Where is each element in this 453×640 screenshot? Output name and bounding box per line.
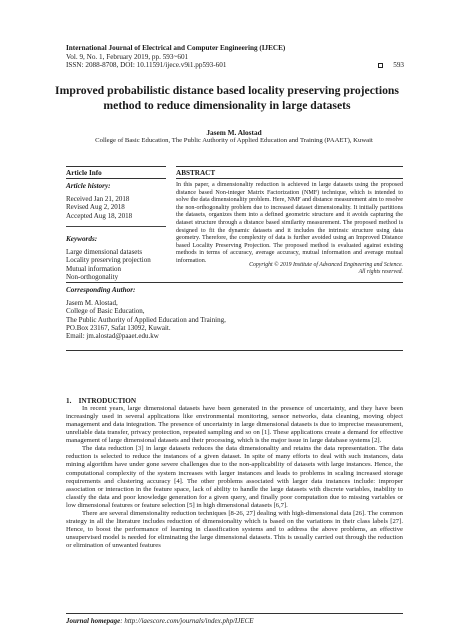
paper-title: Improved probabilistic distance based locality preserving projections method to reduce dimensionality in large datasets: [55, 84, 399, 112]
corresponding-label: Corresponding Author:: [66, 286, 136, 294]
journal-name: International Journal of Electrical and Computer Engineering (IJECE): [66, 44, 286, 52]
journal-header: [66, 44, 402, 70]
rule-under-history: [66, 226, 166, 227]
abstract-heading: ABSTRACT: [176, 169, 216, 177]
intro-paragraph: In recent years, large dimensional datasets have been generated in the presence of uncertainty, and they have been increasingly used in several applications like environmental monitoring, sensor networks, data cleaning, moving object management and data integration. The presence of uncertainty in large dimensional datasets is due to imprecise measurement, unreliable data transfer, privacy protection, repeated sampling and so on [1]. These applications create a demand for effective management of large dimensional datasets and their processing, which is the major issue in large database systems [2].: [66, 405, 403, 445]
rule-top-right: [176, 166, 403, 167]
keyword-item: Large dimensional datasets: [66, 248, 143, 256]
footer: [66, 617, 254, 625]
copyright-line-1: Copyright © 2019 Institute of Advanced Engineering and Science.: [249, 262, 403, 268]
corresponding-authority: The Public Authority of Applied Education and Training,: [66, 315, 226, 324]
corresponding-details: [66, 299, 366, 340]
author-name: Jasem M. Alostad: [206, 128, 262, 137]
intro-paragraph: The data reduction [3] in large datasets reduces the data dimensionality and retains the data representation. The data reduction is selected to reduce the instances of a given dataset. In spite of many efforts to deal with such instances, data mining algorithm have under gone severe challenges due to the non-applicability of datasets with large instances. Hence, the computational complexity of the system increases with larger instances and leads to problems in scaling increased storage requirements and clustering accuracy [4]. The other problems associated with larger data instances include: improper association or interaction in the feature space, lack of ability to handle the large datasets with discrete variables, inability to classify the data and poor knowledge generation for a given query, and finally poor computation due to missing variables or low dimensional features or feature selection [5] in high dimensional datasets [6,7].: [66, 445, 403, 509]
section-heading-introduction: 1. INTRODUCTION: [66, 397, 137, 405]
journal-volume: Vol. 9, No. 1, February 2019, pp. 593~601: [66, 52, 189, 61]
corresponding-college: College of Basic Education,: [66, 307, 145, 316]
journal-issn-row: [66, 61, 402, 70]
corresponding-address: PO.Box 23167, Safat 13092, Kuwait.: [66, 323, 171, 332]
rule-top-left: [66, 166, 166, 167]
keywords-list: [66, 248, 176, 281]
keyword-item: Locality preserving projection: [66, 256, 151, 265]
corresponding-name: Jasem M. Alostad,: [66, 299, 118, 307]
keywords-label: Keywords:: [66, 235, 98, 243]
rule-under-corresponding: [66, 350, 403, 351]
rule-under-abstract: [176, 178, 403, 179]
square-icon: [378, 63, 383, 68]
article-info-heading: Article Info: [66, 169, 102, 177]
abstract-text: In this paper, a dimensionality reduction is achieved in large datasets using the proposed distance based Non-integer Matrix Factorization (NMF) technique, which is intended to solve the data dimensionality problem. Here, NMF and distance measurement aim to resolve the non-orthogonality problem due to increased dataset dimensionality. It initially partitions the datasets, organizes them into a defined geometric structure and it avoids capturing the dataset structure through a distance based similarity measurement. The proposed method is designed to fit the dynamic datasets and it includes the intrinsic structure using data geometry. Therefore, the complexity of data is further avoided using an Improved Distance based Locality Preserving Projection. The proposed method is evaluated against existing methods in terms of accuracy, average accuracy, mutual information and average mutual information.: [176, 182, 403, 264]
copyright-line-2: All rights reserved.: [358, 269, 403, 276]
history-received: Received Jan 21, 2018: [66, 195, 130, 203]
page-number-block: [378, 61, 404, 70]
rule-under-abstract-block: [66, 282, 403, 283]
introduction-body: [66, 405, 403, 550]
history-label: Article history:: [66, 182, 111, 190]
copyright: [176, 262, 403, 276]
history-list: [66, 195, 171, 220]
corresponding-email: Email: jm.alostad@paaet.edu.kw: [66, 332, 159, 341]
footer-label: Journal homepage: [66, 617, 121, 625]
page-number: 593: [393, 61, 404, 70]
rule-under-article-info: [66, 178, 166, 179]
journal-homepage-link[interactable]: : http://iaescore.com/journals/index.php/IJECE: [120, 617, 254, 625]
rule-above-footer: [66, 613, 403, 614]
history-revised: Revised Aug 2, 2018: [66, 203, 125, 212]
history-accepted: Accepted Aug 18, 2018: [66, 211, 133, 220]
keyword-item: Mutual information: [66, 264, 122, 273]
keyword-item: Non-orthogonality: [66, 272, 119, 281]
author-affiliation: College of Basic Education, The Public Authority of Applied Education and Training (PAAET), Kuwait: [95, 137, 373, 144]
journal-issn: ISSN: 2088-8708, DOI: 10.11591/ijece.v9i1.pp593-601: [66, 61, 227, 70]
intro-paragraph: There are several dimensionality reduction techniques [8-26, 27] dealing with high-dimensional data [26]. The common strategy in all the literature includes reduction of dimensionality which is based on the variations in their class labels [27]. Hence, to boost the performance of learning in classification systems and to address the above problems, an effective unsupervised model is needed for eliminating the large dimensional datasets. This is usually carried out through the reduction or elimination of unwanted features: [66, 509, 403, 550]
